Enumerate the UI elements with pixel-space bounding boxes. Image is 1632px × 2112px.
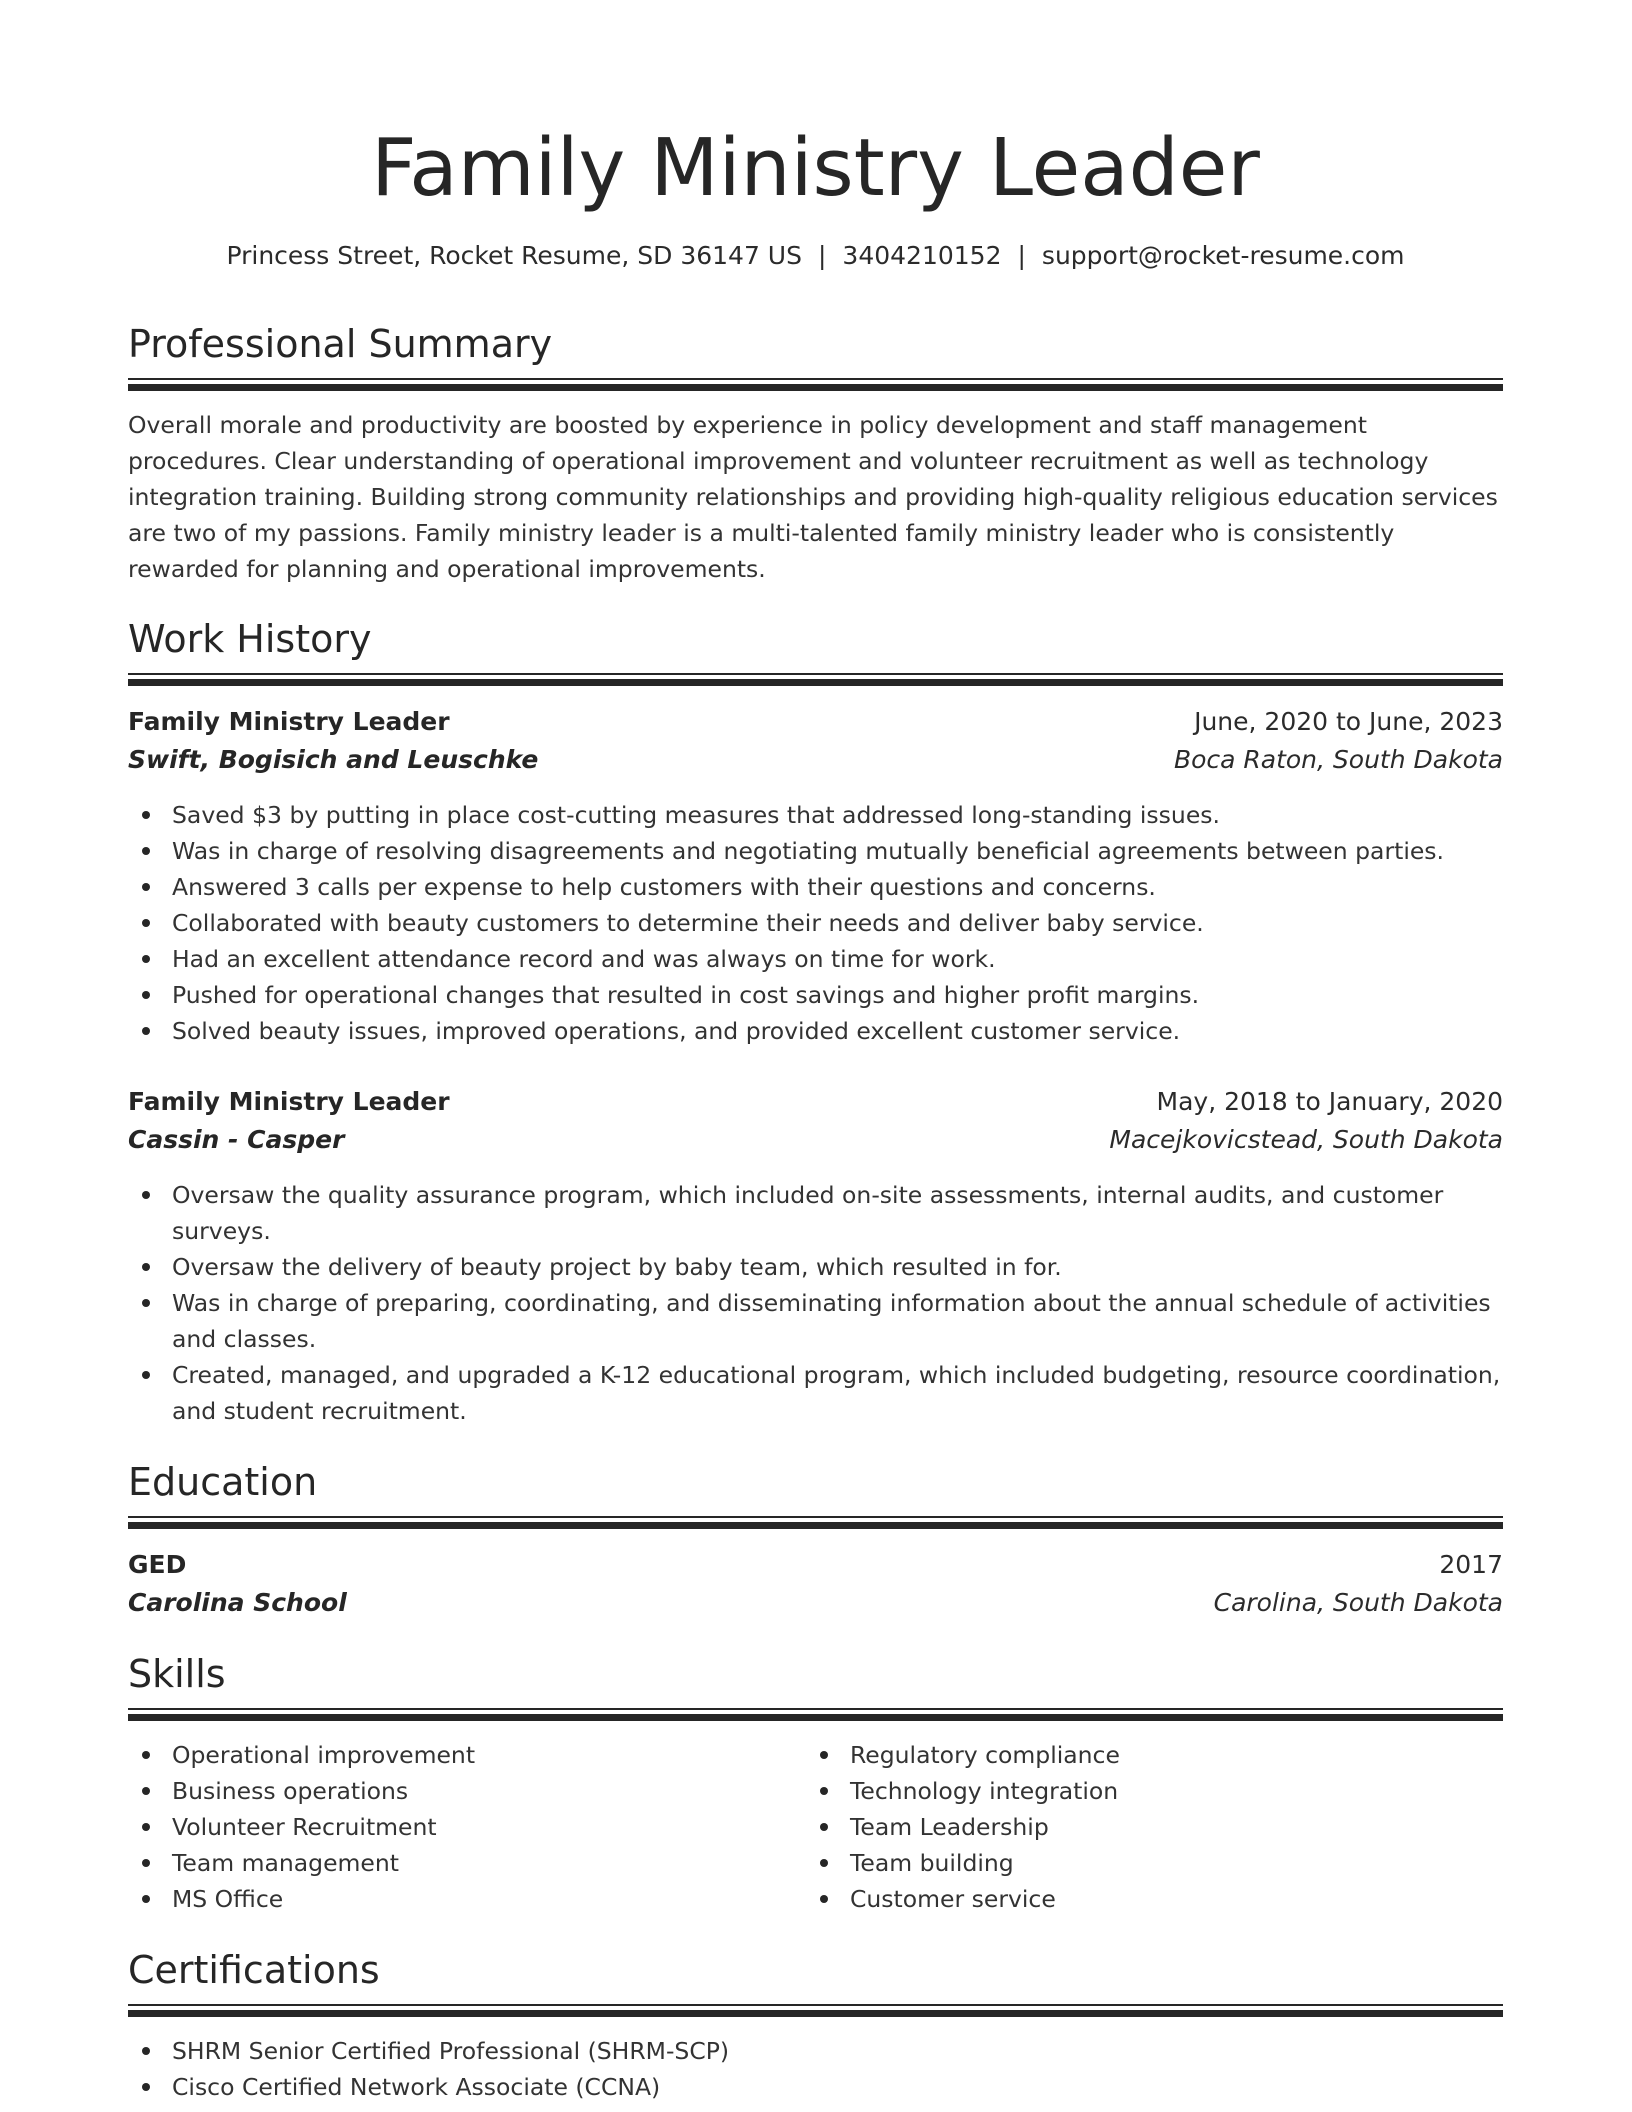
list-item: Answered 3 calls per expense to help customers with their questions and concerns. [128,869,1503,905]
list-item: Created, managed, and upgraded a K-12 educational program, which included budgeting, resource coordination, and student recruitment. [128,1357,1503,1429]
contact-email: support@rocket-resume.com [1041,241,1405,270]
list-item: Team building [806,1845,1466,1881]
list-item: Team management [128,1845,788,1881]
job-subheader [128,742,1503,778]
list-item: Oversaw the delivery of beauty project by baby team, which resulted in for. [128,1249,1503,1285]
job-location: Macejkovicstead, South Dakota [1109,1125,1503,1154]
candidate-name: Family Ministry Leader [371,122,1260,214]
list-item: Technology integration [806,1773,1466,1809]
job-role: Family Ministry Leader [128,1087,450,1116]
section-title-work: Work History [128,617,372,661]
job-dates: May, 2018 to January, 2020 [1156,1087,1503,1116]
section-title-skills: Skills [128,1652,226,1696]
list-item: Collaborated with beauty customers to determine their needs and deliver baby service. [128,905,1503,941]
section-title-summary: Professional Summary [128,322,553,366]
job-header [128,1084,1503,1120]
list-item: SHRM Senior Certified Professional (SHRM-SCP) [128,2033,1503,2069]
education-subheader [128,1585,1503,1621]
contact-separator: | [1017,241,1026,270]
education-year: 2017 [1439,1550,1503,1579]
list-item: Was in charge of preparing, coordinating, and disseminating information about the annual schedule of activities and classes. [128,1285,1503,1357]
list-item: Business operations [128,1773,788,1809]
contact-line [128,238,1503,274]
education-header [128,1547,1503,1583]
skills-list-left [128,1737,788,1917]
job-location: Boca Raton, South Dakota [1173,745,1503,774]
job-header [128,704,1503,740]
section-divider [128,2004,1503,2017]
job-bullets [128,797,1503,1049]
education-school: Carolina School [128,1588,347,1617]
list-item: Oversaw the quality assurance program, which included on-site assessments, internal audits, and customer surveys. [128,1177,1503,1249]
section-divider [128,673,1503,686]
contact-separator: | [817,241,827,270]
job-bullets [128,1177,1503,1429]
section-title-certifications: Certifications [128,1948,380,1992]
job-subheader [128,1122,1503,1158]
list-item: Was in charge of resolving disagreements and negotiating mutually beneficial agreements between parties. [128,833,1503,869]
section-divider [128,378,1503,391]
education-location: Carolina, South Dakota [1213,1588,1503,1617]
list-item: Cisco Certified Network Associate (CCNA) [128,2069,1503,2105]
contact-phone: 3404210152 [842,241,1002,270]
summary-text: Overall morale and productivity are boosted by experience in policy development and staff management procedures. Clear understanding of operational improvement and volunteer recruitment as well as technology integration training. Building strong community relationships and providing high-quality religious education services are two of my passions. Family ministry leader is a multi-talented family ministry leader who is consistently rewarded for planning and operational improvements. [128,411,1498,583]
list-item: Customer service [806,1881,1466,1917]
list-item: Team Leadership [806,1809,1466,1845]
education-degree: GED [128,1550,187,1579]
job-dates: June, 2020 to June, 2023 [1194,707,1503,736]
list-item: Had an excellent attendance record and was always on time for work. [128,941,1503,977]
list-item: Solved beauty issues, improved operations, and provided excellent customer service. [128,1013,1503,1049]
list-item: Volunteer Recruitment [128,1809,788,1845]
list-item: Operational improvement [128,1737,788,1773]
contact-address: Princess Street, Rocket Resume, SD 36147 US [226,241,802,270]
certifications-list [128,2033,1503,2105]
job-company: Swift, Bogisich and Leuschke [128,745,539,774]
section-divider [128,1708,1503,1721]
list-item: Saved $3 by putting in place cost-cutting measures that addressed long-standing issues. [128,797,1503,833]
list-item: Regulatory compliance [806,1737,1466,1773]
section-title-education: Education [128,1460,318,1504]
list-item: Pushed for operational changes that resulted in cost savings and higher profit margins. [128,977,1503,1013]
job-company: Cassin - Casper [128,1125,345,1154]
skills-list-right [806,1737,1466,1917]
section-divider [128,1516,1503,1529]
job-role: Family Ministry Leader [128,707,450,736]
list-item: MS Office [128,1881,788,1917]
